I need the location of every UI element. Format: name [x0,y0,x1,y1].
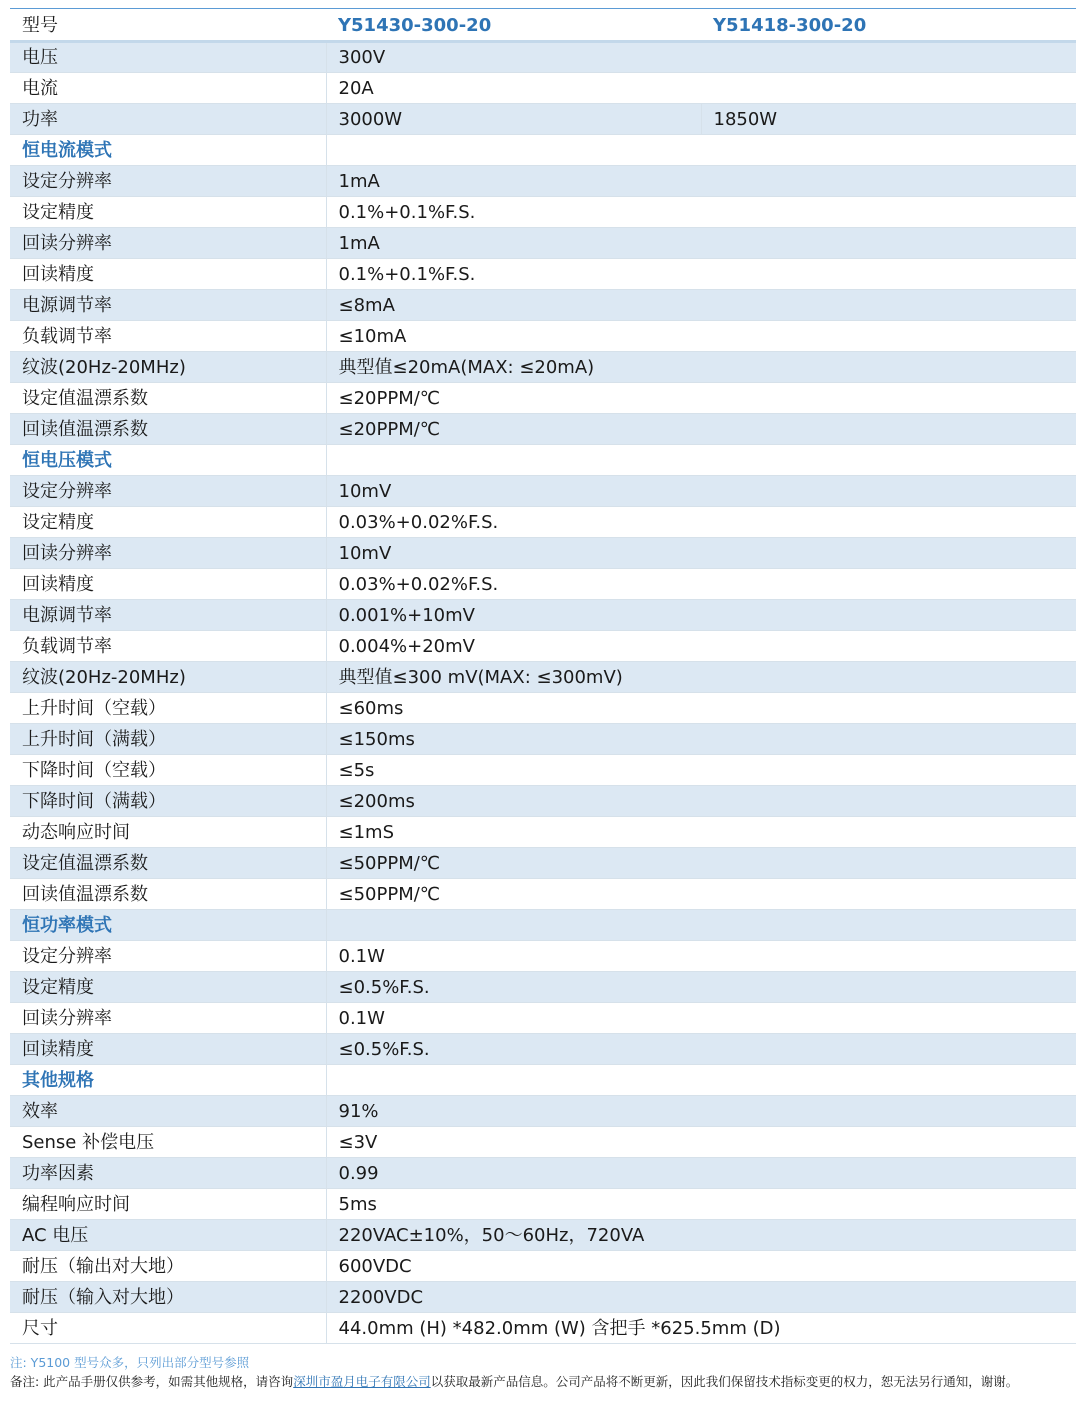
table-row [10,848,1076,879]
spec-value: 44.0mm (H) *482.0mm (W) 含把手 *625.5mm (D) [326,1313,1076,1344]
spec-label: 功率因素 [10,1158,326,1189]
spec-label: 电压 [10,42,326,73]
spec-label: 回读分辨率 [10,538,326,569]
spec-label: 耐压（输出对大地） [10,1251,326,1282]
table-row [10,724,1076,755]
spec-label: 纹波(20Hz-20MHz) [10,352,326,383]
spec-value: 0.1%+0.1%F.S. [326,197,1076,228]
table-row [10,1313,1076,1344]
table-row [10,817,1076,848]
spec-label: AC 电压 [10,1220,326,1251]
spec-value: 典型值≤300 mV(MAX: ≤300mV) [326,662,1076,693]
spec-label: 上升时间（满载） [10,724,326,755]
table-row [10,600,1076,631]
table-row [10,104,1076,135]
spec-value: 0.1%+0.1%F.S. [326,259,1076,290]
section-header-row [10,445,1076,476]
spec-value: 5ms [326,1189,1076,1220]
spec-value: ≤50PPM/℃ [326,848,1076,879]
section-title: 恒功率模式 [10,910,326,941]
spec-label: 回读值温漂系数 [10,414,326,445]
spec-label: 上升时间（空载） [10,693,326,724]
table-row [10,507,1076,538]
spec-label: 尺寸 [10,1313,326,1344]
table-row [10,166,1076,197]
header-model-1: Y51430-300-20 [326,9,701,42]
spec-value: 10mV [326,476,1076,507]
section-title: 恒电压模式 [10,445,326,476]
table-row [10,879,1076,910]
spec-value: 0.001%+10mV [326,600,1076,631]
spec-label: 耐压（输入对大地） [10,1282,326,1313]
spec-value: ≤60ms [326,693,1076,724]
spec-label: 效率 [10,1096,326,1127]
spec-label: 设定精度 [10,507,326,538]
table-row [10,972,1076,1003]
company-link[interactable]: 深圳市盈月电子有限公司 [293,1374,431,1389]
spec-label: 设定精度 [10,197,326,228]
spec-value: ≤10mA [326,321,1076,352]
table-header-row [10,9,1076,42]
section-empty-cell [326,910,1076,941]
spec-table [10,8,1076,1344]
spec-label: 负载调节率 [10,321,326,352]
spec-label: 回读精度 [10,569,326,600]
spec-label: 动态响应时间 [10,817,326,848]
spec-label: 回读值温漂系数 [10,879,326,910]
table-row [10,1251,1076,1282]
spec-label: 回读精度 [10,1034,326,1065]
spec-value: 0.1W [326,1003,1076,1034]
table-row [10,197,1076,228]
spec-value: 600VDC [326,1251,1076,1282]
spec-label: 回读分辨率 [10,1003,326,1034]
spec-value: ≤20PPM/℃ [326,414,1076,445]
section-header-row [10,910,1076,941]
table-row [10,228,1076,259]
table-row [10,631,1076,662]
table-row [10,569,1076,600]
spec-label: 电源调节率 [10,290,326,321]
spec-label: 回读精度 [10,259,326,290]
spec-label: 设定值温漂系数 [10,383,326,414]
table-row [10,1158,1076,1189]
section-empty-cell [326,135,1076,166]
spec-value: ≤8mA [326,290,1076,321]
table-row [10,538,1076,569]
spec-value: ≤150ms [326,724,1076,755]
section-empty-cell [326,1065,1076,1096]
section-header-row [10,135,1076,166]
table-row [10,73,1076,104]
spec-label: 下降时间（满载） [10,786,326,817]
spec-value: 3000W [326,104,701,135]
spec-value: 0.03%+0.02%F.S. [326,507,1076,538]
spec-value: 1mA [326,166,1076,197]
section-header-row [10,1065,1076,1096]
spec-label: 功率 [10,104,326,135]
table-row [10,352,1076,383]
table-row [10,290,1076,321]
spec-value: 0.004%+20mV [326,631,1076,662]
spec-sheet [10,8,1076,1344]
table-row [10,755,1076,786]
table-row [10,1282,1076,1313]
spec-label: 设定精度 [10,972,326,1003]
table-row [10,414,1076,445]
spec-label: 下降时间（空载） [10,755,326,786]
table-row [10,662,1076,693]
spec-label: 回读分辨率 [10,228,326,259]
footnotes [10,1353,1076,1391]
spec-value: ≤0.5%F.S. [326,972,1076,1003]
header-model-2: Y51418-300-20 [701,9,1076,42]
spec-label: 设定分辨率 [10,476,326,507]
table-row [10,1034,1076,1065]
spec-label: 电源调节率 [10,600,326,631]
spec-value: 91% [326,1096,1076,1127]
disclaimer-suffix: 以获取最新产品信息。公司产品将不断更新，因此我们保留技术指标变更的权力，恕无法另行通知，谢谢。 [430,1374,1019,1389]
spec-label: 纹波(20Hz-20MHz) [10,662,326,693]
spec-value: ≤0.5%F.S. [326,1034,1076,1065]
section-title: 恒电流模式 [10,135,326,166]
spec-value: 300V [326,42,1076,73]
spec-label: 负载调节率 [10,631,326,662]
spec-value: 1mA [326,228,1076,259]
table-row [10,476,1076,507]
spec-value: ≤20PPM/℃ [326,383,1076,414]
section-empty-cell [326,445,1076,476]
model-note: 注: Y5100 型号众多，只列出部分型号参照 [10,1355,250,1370]
section-title: 其他规格 [10,1065,326,1096]
table-row [10,42,1076,73]
spec-label: 设定分辨率 [10,166,326,197]
spec-label: 编程响应时间 [10,1189,326,1220]
spec-label: 设定分辨率 [10,941,326,972]
table-row [10,786,1076,817]
spec-value: 20A [326,73,1076,104]
spec-value: 0.1W [326,941,1076,972]
spec-value: 典型值≤20mA(MAX: ≤20mA) [326,352,1076,383]
header-label: 型号 [10,9,326,42]
spec-value: ≤3V [326,1127,1076,1158]
disclaimer-prefix: 备注: 此产品手册仅供参考，如需其他规格，请咨询 [10,1374,294,1389]
table-row [10,1189,1076,1220]
table-row [10,1220,1076,1251]
spec-label: 设定值温漂系数 [10,848,326,879]
table-row [10,259,1076,290]
spec-value: ≤1mS [326,817,1076,848]
spec-value-2: 1850W [701,104,1076,135]
table-row [10,941,1076,972]
spec-label: 电流 [10,73,326,104]
spec-value: 0.03%+0.02%F.S. [326,569,1076,600]
spec-value: 220VAC±10%，50～60Hz，720VA [326,1220,1076,1251]
table-row [10,1003,1076,1034]
spec-label: Sense 补偿电压 [10,1127,326,1158]
spec-value: 2200VDC [326,1282,1076,1313]
spec-value: 0.99 [326,1158,1076,1189]
table-row [10,1096,1076,1127]
table-row [10,321,1076,352]
table-row [10,383,1076,414]
spec-value: 10mV [326,538,1076,569]
table-row [10,693,1076,724]
spec-value: ≤50PPM/℃ [326,879,1076,910]
spec-value: ≤200ms [326,786,1076,817]
spec-value: ≤5s [326,755,1076,786]
table-row [10,1127,1076,1158]
disclaimer-note [10,1372,1076,1391]
